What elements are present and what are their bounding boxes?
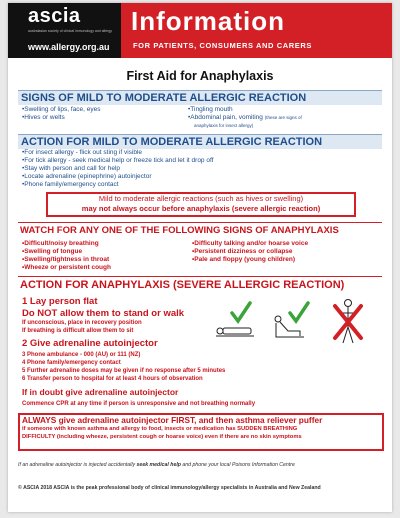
- check-icon: [288, 301, 310, 325]
- footnote-part-c: and phone your local Poisons Information Centre: [182, 462, 295, 468]
- step-1-subtitle: Do NOT allow them to stand or walk: [22, 308, 185, 319]
- list-item: • Difficult/noisy breathing: [22, 240, 192, 248]
- list-item: • Stay with person and call for help: [22, 165, 382, 173]
- mild-signs-right: [188, 106, 388, 122]
- figure-lying-flat: [214, 301, 256, 341]
- banner-subtitle: FOR PATIENTS, CONSUMERS AND CARERS: [133, 41, 313, 50]
- copyright: © ASCIA 2018 ASCIA is the peak professional body of clinical immunology/allergy specialists in Australia and New Zealand: [18, 485, 321, 491]
- logo-url: www.allergy.org.au: [28, 42, 110, 52]
- step-1-note-2: If breathing is difficult allow them to sit: [22, 328, 134, 334]
- list-item: • Locate adrenaline (epinephrine) autoinjector: [22, 173, 382, 181]
- doubt-line: If in doubt give adrenaline autoinjector: [22, 387, 179, 397]
- step-4: 4 Phone family/emergency contact: [22, 360, 121, 366]
- list-item: • Phone family/emergency contact: [22, 181, 382, 189]
- insect-note-cont: anaphylaxis for insect allergy): [194, 123, 254, 128]
- mild-action-list: [22, 149, 382, 189]
- list-item: • Swelling of lips, face, eyes: [22, 106, 192, 114]
- list-item-text: Abdominal pain, vomiting: [190, 114, 263, 121]
- page-title: First Aid for Anaphylaxis: [126, 69, 274, 83]
- list-item: • Hives or welts: [22, 114, 192, 122]
- check-icon: [230, 301, 252, 325]
- list-item: • Persistent dizziness or collapse: [192, 248, 388, 256]
- always-line-1: ALWAYS give adrenaline autoinjector FIRST, and then asthma reliever puffer: [22, 415, 323, 425]
- list-item: • For insect allergy - flick out sting if visible: [22, 149, 382, 157]
- list-item: • Wheeze or persistent cough: [22, 264, 192, 272]
- always-box: [18, 413, 384, 451]
- footnote-part-b: seek medical help: [136, 462, 181, 468]
- logo-name: ascia: [28, 5, 81, 27]
- information-sheet: [8, 3, 392, 512]
- ascia-logo: [8, 3, 121, 58]
- warning-line-2: may not always occur before anaphylaxis (severe allergic reaction): [81, 204, 321, 213]
- list-item: [188, 114, 388, 122]
- watch-heading: WATCH FOR ANY ONE OF THE FOLLOWING SIGNS OF ANAPHYLAXIS: [20, 225, 339, 236]
- step-5: 5 Further adrenaline doses may be given if no response after 5 minutes: [22, 368, 226, 374]
- warning-line-1: Mild to moderate allergic reactions (such as hives or swelling): [98, 194, 304, 203]
- list-item: • For tick allergy - seek medical help or freeze tick and let it drop off: [22, 157, 382, 165]
- always-line-2: if someone with known asthma and allergy to food, insects or medication has SUDDEN BREATHING: [22, 426, 298, 432]
- watch-divider: [18, 222, 382, 223]
- action-divider: [18, 276, 382, 277]
- mild-signs-left: [22, 106, 192, 122]
- list-item: • Tingling mouth: [188, 106, 388, 114]
- step-1-title: 1 Lay person flat: [22, 296, 98, 307]
- footnote: [18, 462, 382, 468]
- list-item: • Pale and floppy (young children): [192, 256, 388, 264]
- step-2-title: 2 Give adrenaline autoinjector: [22, 338, 158, 349]
- mild-signs-heading: SIGNS OF MILD TO MODERATE ALLERGIC REACTION: [18, 90, 382, 105]
- step-3: 3 Phone ambulance - 000 (AU) or 111 (NZ): [22, 352, 141, 358]
- warning-box: [46, 192, 356, 217]
- figure-standing: [328, 297, 368, 345]
- insect-note: (these are signs of: [264, 115, 302, 120]
- figure-sitting: [270, 301, 312, 341]
- cpr-line: Commence CPR at any time if person is unresponsive and not breathing normally: [22, 401, 256, 407]
- always-line-3: DIFFICULTY (including wheeze, persistent cough or hoarse voice) even if there are no skin symptoms: [22, 434, 302, 440]
- step-6: 6 Transfer person to hospital for at least 4 hours of observation: [22, 376, 203, 382]
- info-banner: [121, 3, 392, 58]
- step-1-note-1: If unconscious, place in recovery position: [22, 320, 142, 326]
- banner-title: Information: [131, 6, 285, 36]
- list-item: • Swelling of tongue: [22, 248, 192, 256]
- watch-list-right: [192, 240, 388, 264]
- footnote-part-a: If an adrenaline autoinjector is injected accidentally: [18, 462, 136, 468]
- list-item: • Difficulty talking and/or hoarse voice: [192, 240, 388, 248]
- list-item: • Swelling/tightness in throat: [22, 256, 192, 264]
- watch-list-left: [22, 240, 192, 272]
- mild-action-heading: ACTION FOR MILD TO MODERATE ALLERGIC REACTION: [18, 134, 382, 149]
- logo-tagline: australasian society of clinical immunology and allergy: [28, 29, 113, 33]
- anaphylaxis-action-heading: ACTION FOR ANAPHYLAXIS (SEVERE ALLERGIC REACTION): [20, 279, 345, 291]
- cross-icon: [332, 303, 364, 341]
- header: [8, 3, 392, 58]
